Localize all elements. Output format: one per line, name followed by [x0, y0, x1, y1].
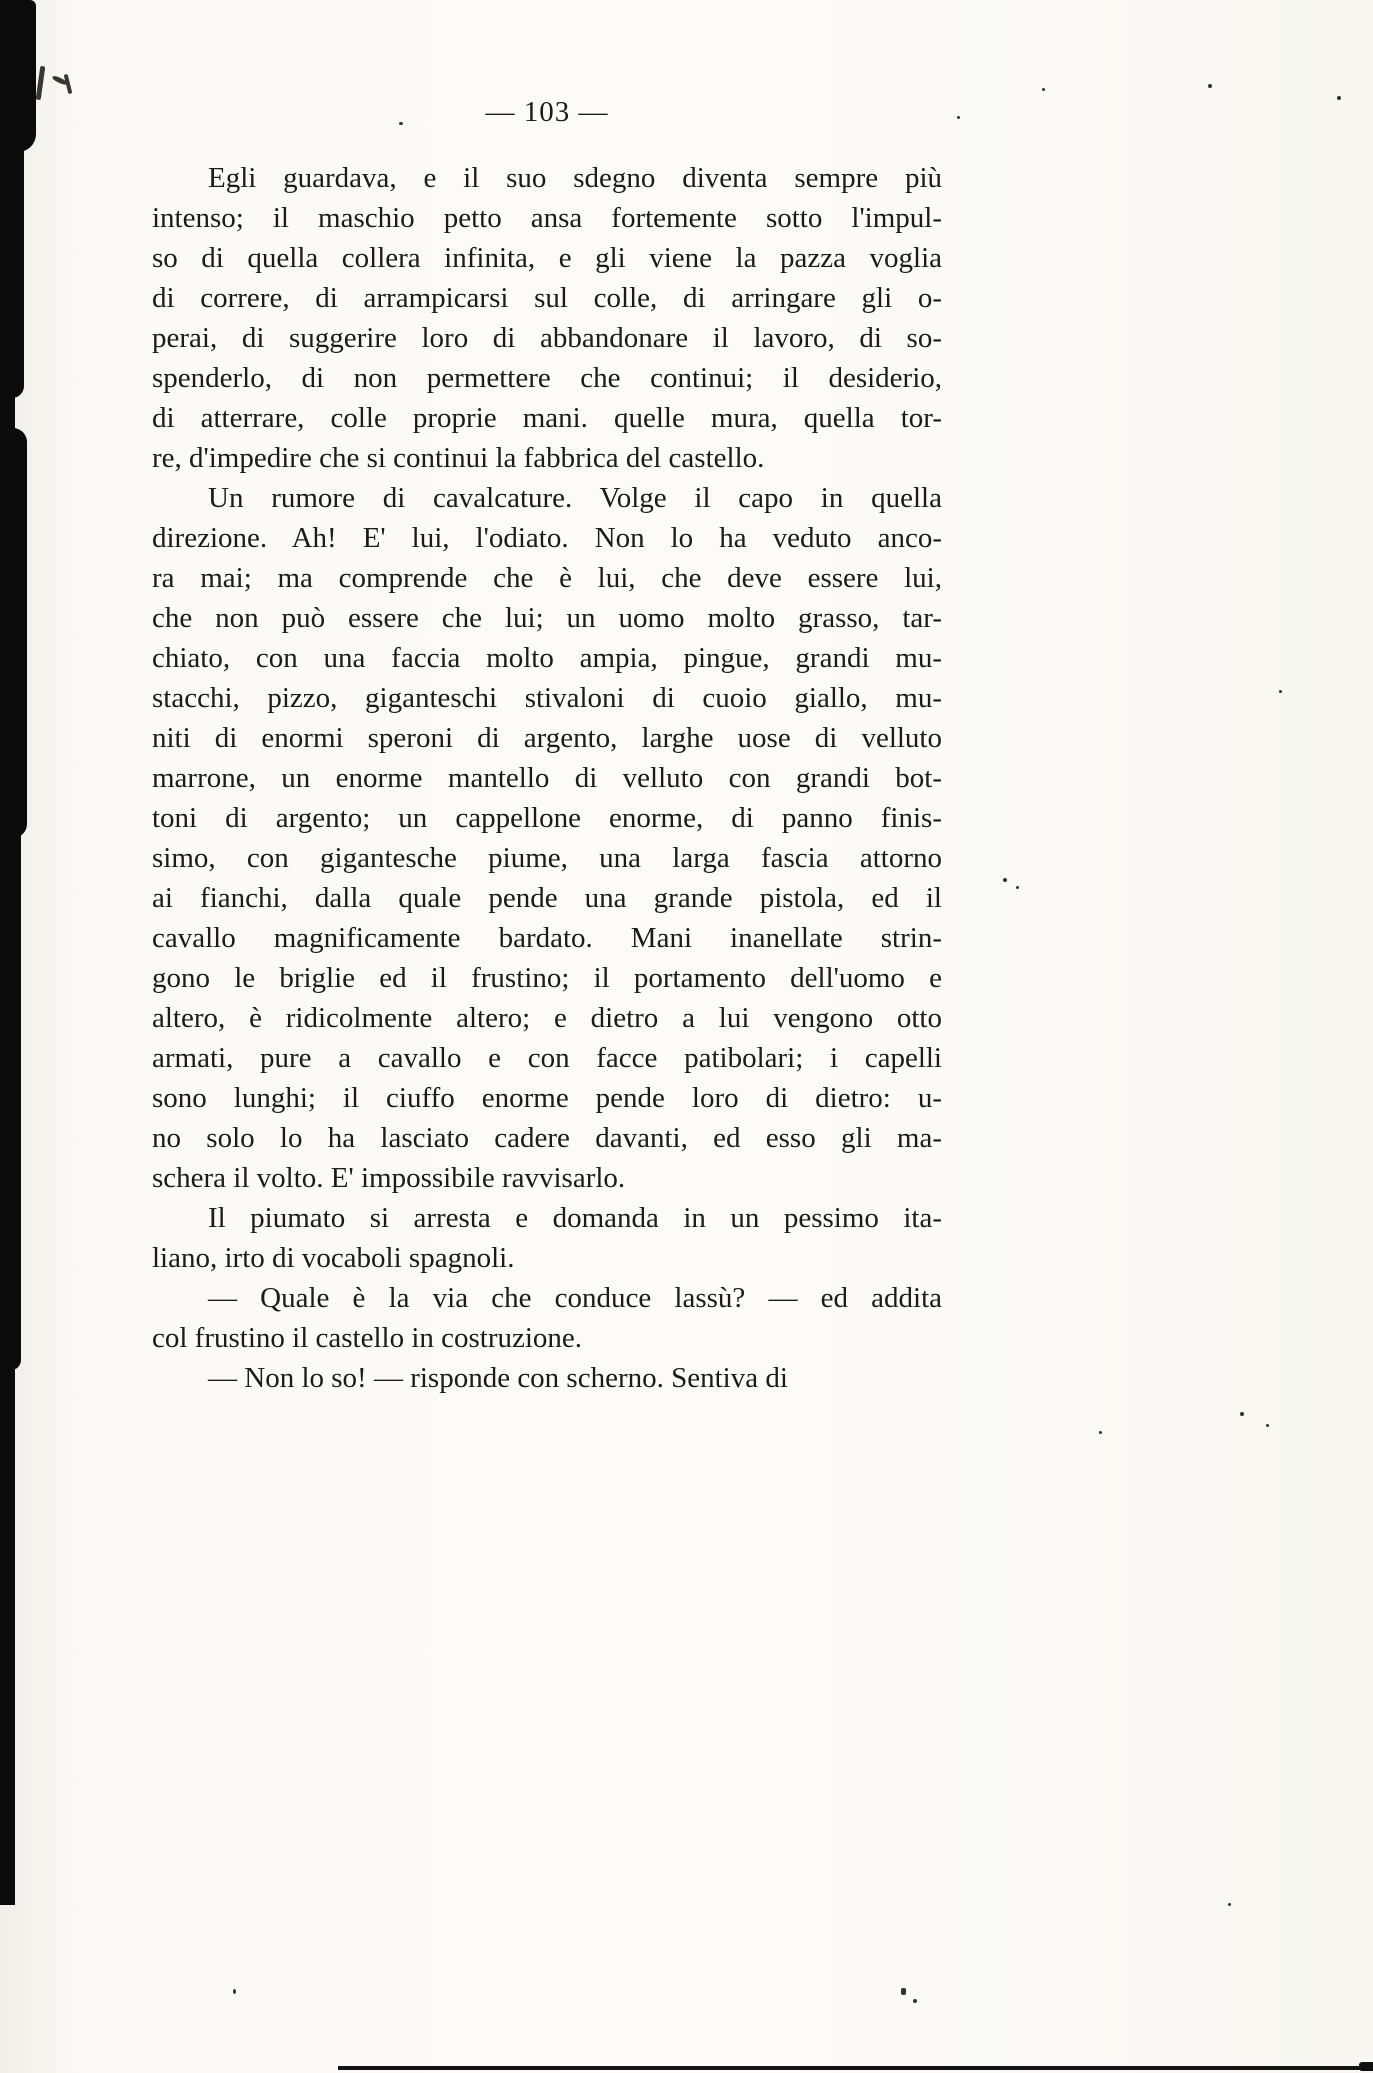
binding-shadow [0, 1340, 13, 1905]
ink-speck [1208, 84, 1212, 88]
text-line: stacchi, pizzo, giganteschi stivaloni di cuoio giallo, mu- [152, 682, 942, 714]
scan-edge-blob [1359, 2062, 1373, 2071]
text-line: Il piumato si arresta e domanda in un pessimo ita- [208, 1202, 942, 1234]
text-line: ra mai; ma comprende che è lui, che deve essere lui, [152, 562, 942, 594]
ink-speck [1240, 1412, 1244, 1416]
text-line: re, d'impedire che si continui la fabbrica del castello. [152, 442, 765, 474]
text-line: spenderlo, di non permettere che continui; il desiderio, [152, 362, 942, 394]
text-line: intenso; il maschio petto ansa fortemente sotto l'impul- [152, 202, 942, 234]
binding-shadow [0, 428, 27, 838]
text-line: so di quella collera infinita, e gli viene la pazza voglia [152, 242, 942, 274]
paragraph-5 [152, 1358, 942, 1398]
ink-speck [913, 1999, 917, 2003]
ink-speck [1042, 88, 1045, 91]
paragraph-2 [152, 478, 942, 1198]
scan-edge-line [338, 2066, 1373, 2070]
text-line: marrone, un enorme mantello di velluto con grandi bot- [152, 762, 942, 794]
text-line: simo, con gigantesche piume, una larga fascia attorno [152, 842, 942, 874]
ink-speck [1099, 1431, 1102, 1434]
text-line: altero, è ridicolmente altero; e dietro a lui vengono otto [152, 1002, 942, 1034]
binding-shadow [0, 118, 24, 398]
ink-speck [1337, 96, 1341, 100]
text-line: perai, di suggerire loro di abbandonare il lavoro, di so- [152, 322, 942, 354]
binding-shadow [0, 800, 21, 1370]
text-line: — Non lo so! — risponde con scherno. Sentiva di [208, 1362, 788, 1394]
paragraph-3 [152, 1198, 942, 1278]
text-line: Egli guardava, e il suo sdegno diventa sempre più [208, 162, 942, 194]
body-text-block [152, 158, 942, 1398]
text-line: — Quale è la via che conduce lassù? — ed addita [208, 1282, 942, 1314]
text-line: gono le briglie ed il frustino; il portamento dell'uomo e [152, 962, 942, 994]
text-line: schera il volto. E' impossibile ravvisarlo. [152, 1162, 626, 1194]
ink-speck [1003, 878, 1007, 882]
ink-speck [1266, 1424, 1269, 1427]
ink-speck [1228, 1903, 1231, 1906]
paragraph-1 [152, 158, 942, 478]
text-line: sono lunghi; il ciuffo enorme pende loro di dietro: u- [152, 1082, 942, 1114]
text-line: di atterrare, colle proprie mani. quelle mura, quella tor- [152, 402, 942, 434]
text-line: direzione. Ah! E' lui, l'odiato. Non lo ha veduto anco- [152, 522, 942, 554]
ink-speck [233, 1989, 236, 1994]
ink-speck [901, 1988, 906, 1995]
page-number-header: — 103 — [485, 96, 609, 128]
ink-speck [1279, 690, 1282, 693]
text-line: ai fianchi, dalla quale pende una grande pistola, ed il [152, 882, 942, 914]
paragraph-4 [152, 1278, 942, 1358]
text-line: niti di enormi speroni di argento, larghe uose di velluto [152, 722, 942, 754]
text-line: col frustino il castello in costruzione. [152, 1322, 583, 1354]
ink-speck [1016, 886, 1019, 889]
text-line: liano, irto di vocaboli spagnoli. [152, 1242, 515, 1274]
text-line: cavallo magnificamente bardato. Mani inanellate strin- [152, 922, 942, 954]
text-line: toni di argento; un cappellone enorme, di panno finis- [152, 802, 942, 834]
ink-speck [957, 116, 960, 119]
text-line: no solo lo ha lasciato cadere davanti, ed esso gli ma- [152, 1122, 942, 1154]
text-line: che non può essere che lui; un uomo molto grasso, tar- [152, 602, 942, 634]
text-line: armati, pure a cavallo e con facce patibolari; i capelli [152, 1042, 942, 1074]
text-line: di correre, di arrampicarsi sul colle, di arringare gli o- [152, 282, 942, 314]
text-line: chiato, con una faccia molto ampia, pingue, grandi mu- [152, 642, 942, 674]
text-line: Un rumore di cavalcature. Volge il capo in quella [208, 482, 942, 514]
